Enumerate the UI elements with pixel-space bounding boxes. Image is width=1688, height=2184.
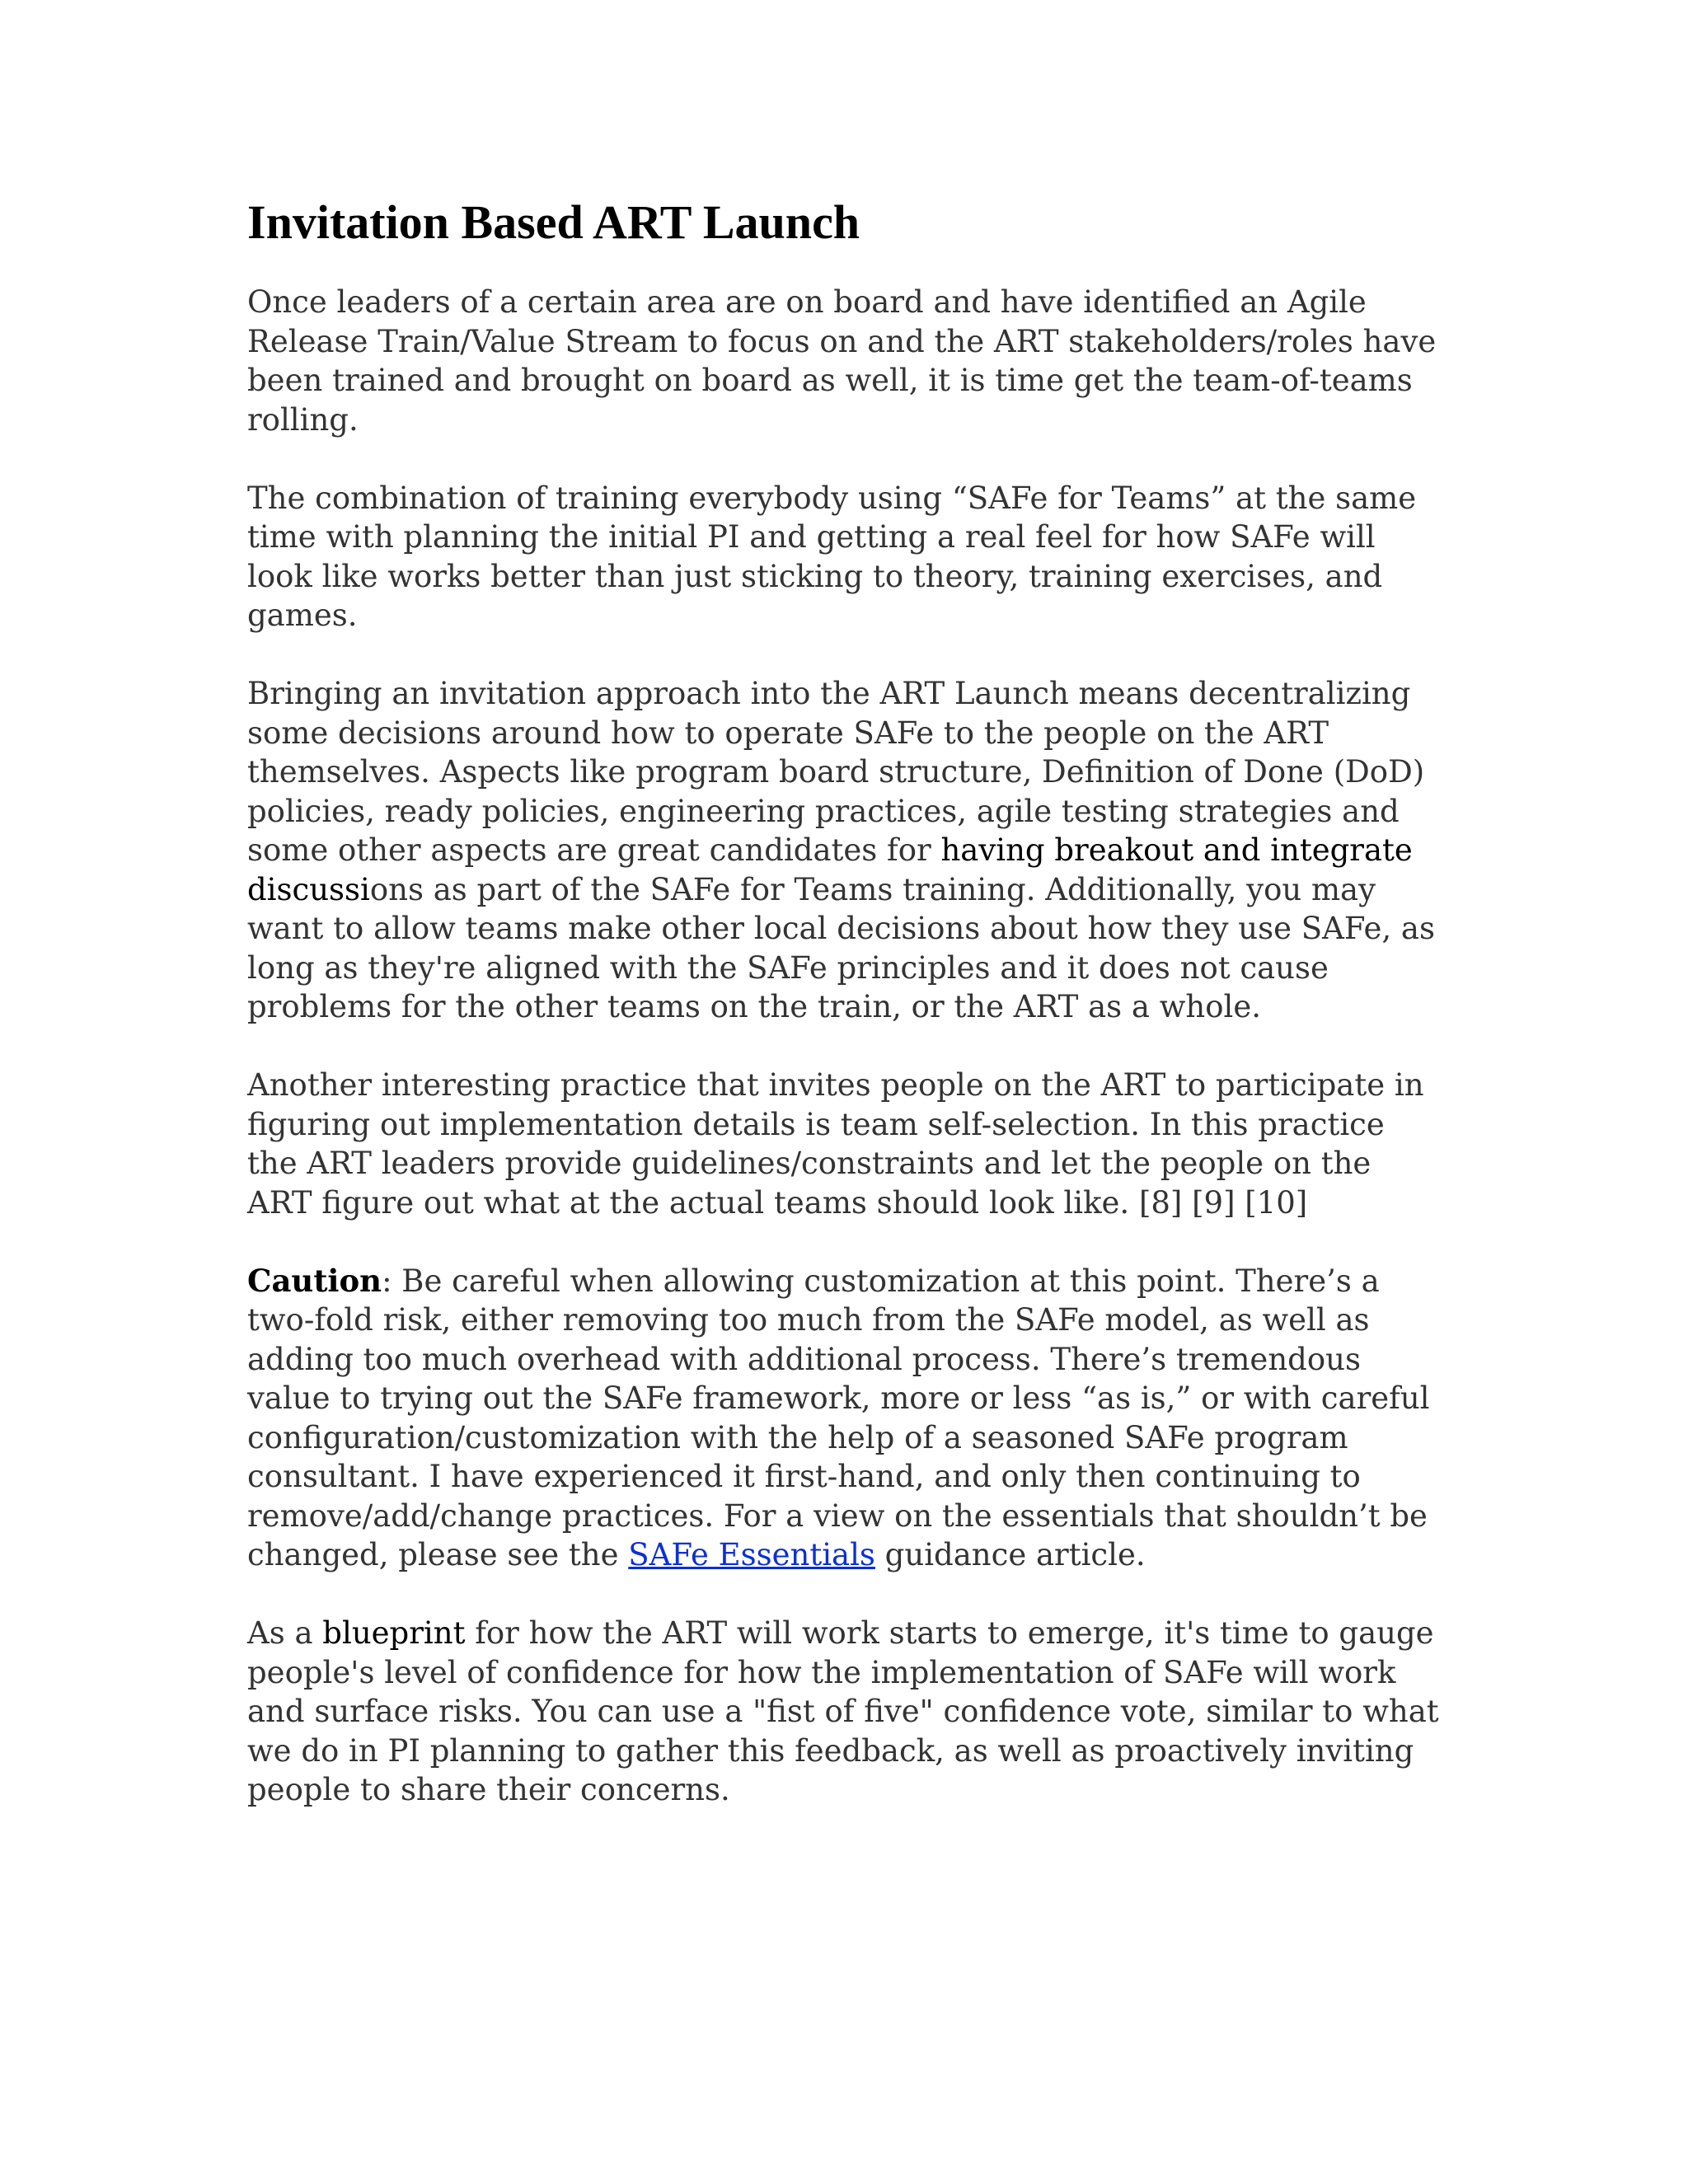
paragraph-training bbox=[247, 479, 1442, 635]
document-page bbox=[247, 194, 1442, 1849]
paragraph-intro bbox=[247, 283, 1442, 439]
paragraph-blueprint bbox=[247, 1614, 1442, 1810]
paragraph-training-text: The combination of training everybody using “SAFe for Teams” at the same time with planning the initial PI and getting a real feel for how SAFe will look like works better than just sticking to theory, training exercises, and games. bbox=[247, 480, 1417, 633]
paragraph-invitation-approach bbox=[247, 674, 1442, 1027]
page-title: Invitation Based ART Launch bbox=[247, 195, 860, 249]
paragraph-self-selection bbox=[247, 1066, 1442, 1222]
paragraph-intro-text: Once leaders of a certain area are on board and have identified an Agile Release Train/Value Stream to focus on and the ART stakeholders/roles have been trained and brought on board as well, it is time get the team-of-teams rolling. bbox=[247, 284, 1437, 438]
paragraph-caution bbox=[247, 1262, 1442, 1575]
blueprint-word: blueprint bbox=[322, 1615, 466, 1651]
paragraph-blueprint-text-after: for how the ART will work starts to emerge, it's time to gauge people's level of confidence for how the implementation of SAFe will work and surface risks. You can use a "fist of five" confidence vote, similar to what we do in PI planning to gather this feedback, as well as proactively inviting people to share their concerns. bbox=[247, 1615, 1439, 1807]
safe-essentials-link[interactable]: SAFe Essentials bbox=[628, 1537, 875, 1572]
paragraph-self-selection-text: Another interesting practice that invites people on the ART to participate in figuring out implementation details is team self-selection. In this practice the ART leaders provide guidelines/constraints and let the people on the ART figure out what at the actual teams should look like. [8] [9] [10] bbox=[247, 1067, 1424, 1221]
paragraph-caution-text-before: : Be careful when allowing customization at this point. There’s a two-fold risk, either removing too much from the SAFe model, as well as adding too much overhead with additional process. There’s tremendous value to trying out the SAFe framework, more or less “as is,” or with careful configuration/customization with the help of a seasoned SAFe program consultant. I have experienced it first-hand, and only then continuing to remove/add/change practices. For a view on the essentials that shouldn’t be changed, please see the bbox=[247, 1263, 1430, 1572]
paragraph-caution-text-after: guidance article. bbox=[874, 1537, 1146, 1572]
caution-label: Caution bbox=[247, 1262, 382, 1299]
paragraph-invitation-text-after: ons as part of the SAFe for Teams training. Additionally, you may want to allow teams make other local decisions about how they use SAFe, as long as they're aligned with the SAFe principles and it does not cause problems for the other teams on the train, or the ART as a whole. bbox=[247, 871, 1435, 1024]
paragraph-invitation-text-before: Bringing an invitation approach into the ART Launch means decentralizing some decisions around how to operate SAFe to the people on the ART themselves. Aspects like program board structure, Definition of Done (DoD) policies, ready policies, engineering practices, agile testing strategies and some other aspects are great candidates for bbox=[247, 676, 1425, 868]
paragraph-blueprint-text-before: As a bbox=[247, 1615, 323, 1651]
breakout-discussion-phrase: having breakout and integrate discussi bbox=[247, 832, 1413, 907]
